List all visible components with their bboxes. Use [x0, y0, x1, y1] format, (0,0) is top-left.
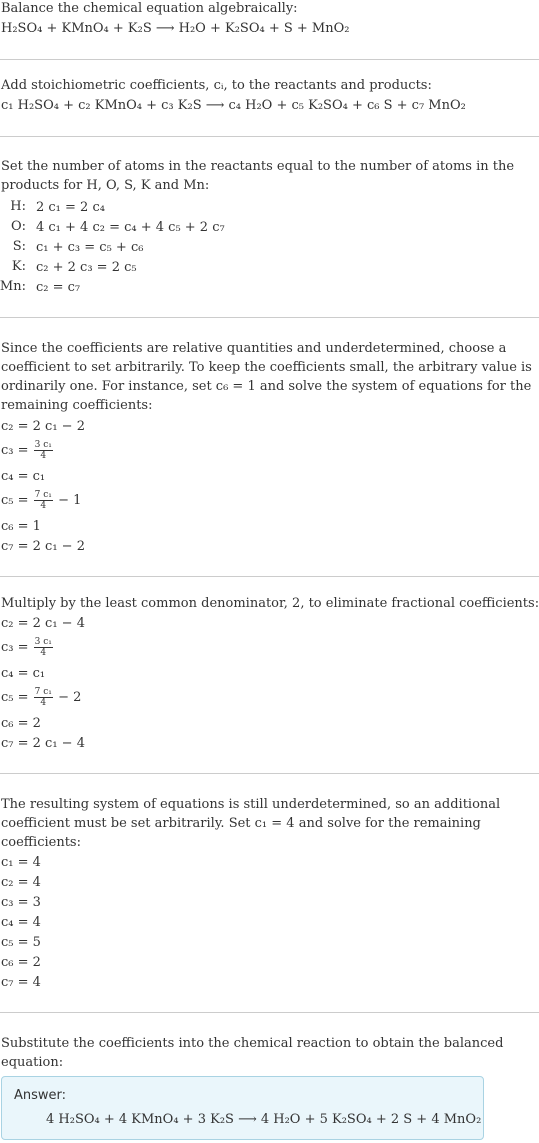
- solution-c6: c₆ = 1: [1, 519, 41, 534]
- solution-c7: c₇ = 2 c₁ − 2: [1, 539, 85, 554]
- lcd-c2: c₂ = 2 c₁ − 4: [1, 616, 85, 631]
- lcd-c3: c₃ = $\frac{\text{3 c₁}}{4}$: [1, 637, 52, 658]
- atom-balance-equation: 4 c₁ + 4 c₂ = c₄ + 4 c₅ + 2 c₇: [36, 220, 225, 235]
- final-coefficient: c₁ = 4: [1, 855, 41, 870]
- atoms-intro-line1: Set the number of atoms in the reactants equal to the number of atoms in the: [1, 159, 515, 174]
- atom-balance-equation: c₂ = c₇: [36, 280, 81, 295]
- atoms-intro-line2: products for H, O, S, K and Mn:: [1, 178, 210, 193]
- underdetermined-line2: coefficient to set arbitrarily. To keep the coefficients small, the arbitrary value is: [1, 360, 532, 375]
- arbitrary-line1: The resulting system of equations is still underdetermined, so an additional: [1, 797, 501, 812]
- atom-element-label: S:: [12, 239, 26, 254]
- solution-c3: c₃ = $\frac{\text{3 c₁}}{4}$: [1, 440, 52, 461]
- final-coefficient: c₂ = 4: [1, 875, 41, 890]
- final-coefficient: c₄ = 4: [1, 915, 41, 930]
- unbalanced-equation: H₂SO₄ + KMnO₄ + K₂S ⟶ H₂O + K₂SO₄ + S + MnO₂: [1, 21, 350, 36]
- atom-balance-equation: c₂ + 2 c₃ = 2 c₅: [36, 260, 137, 275]
- final-coefficient: c₇ = 4: [1, 975, 41, 990]
- solution-c2: c₂ = 2 c₁ − 2: [1, 419, 85, 434]
- divider: [0, 317, 539, 318]
- answer-label: Answer:: [14, 1088, 67, 1103]
- atom-balance-equation: 2 c₁ = 2 c₄: [36, 200, 105, 215]
- substitute-line1: Substitute the coefficients into the chemical reaction to obtain the balanced: [1, 1036, 504, 1051]
- underdetermined-line4: remaining coefficients:: [1, 398, 153, 413]
- final-coefficient: c₃ = 3: [1, 895, 41, 910]
- lcd-c5: c₅ = $\frac{\text{7 c₁}}{4}$ − 2: [1, 687, 82, 708]
- divider: [0, 1012, 539, 1013]
- atom-element-label: O:: [10, 219, 26, 234]
- arbitrary-line3: coefficients:: [1, 835, 81, 850]
- lcd-c6: c₆ = 2: [1, 716, 41, 731]
- solution-c4: c₄ = c₁: [1, 469, 46, 484]
- coefficient-equation: c₁ H₂SO₄ + c₂ KMnO₄ + c₃ K₂S ⟶ c₄ H₂O + c₅ K₂SO₄ + c₆ S + c₇ MnO₂: [1, 98, 466, 113]
- lcd-c4: c₄ = c₁: [1, 666, 46, 681]
- atom-element-label: Mn:: [0, 279, 26, 294]
- answer-box: [1, 1076, 484, 1140]
- final-coefficient: c₆ = 2: [1, 955, 41, 970]
- divider: [0, 59, 539, 60]
- atom-balance-equation: c₁ + c₃ = c₅ + c₆: [36, 240, 144, 255]
- atom-element-label: H:: [10, 199, 26, 214]
- balanced-equation: 4 H₂SO₄ + 4 KMnO₄ + 3 K₂S ⟶ 4 H₂O + 5 K₂SO₄ + 2 S + 4 MnO₂: [46, 1112, 482, 1127]
- solution-c5: c₅ = $\frac{\text{7 c₁}}{4}$ − 1: [1, 490, 82, 511]
- underdetermined-line1: Since the coefficients are relative quantities and underdetermined, choose a: [1, 341, 507, 356]
- lcd-c7: c₇ = 2 c₁ − 4: [1, 736, 85, 751]
- substitute-line2: equation:: [1, 1055, 64, 1070]
- underdetermined-line3: ordinarily one. For instance, set c₆ = 1 and solve the system of equations for the: [1, 379, 532, 394]
- lcd-intro: Multiply by the least common denominator, 2, to eliminate fractional coefficients:: [1, 596, 539, 611]
- final-coefficient: c₅ = 5: [1, 935, 41, 950]
- divider: [0, 136, 539, 137]
- divider: [0, 773, 539, 774]
- atom-element-label: K:: [11, 259, 26, 274]
- divider: [0, 576, 539, 577]
- coefficients-intro: Add stoichiometric coefficients, cᵢ, to the reactants and products:: [1, 78, 432, 93]
- arbitrary-line2: coefficient must be set arbitrarily. Set c₁ = 4 and solve for the remaining: [1, 816, 481, 831]
- intro-text: Balance the chemical equation algebraically:: [1, 1, 298, 16]
